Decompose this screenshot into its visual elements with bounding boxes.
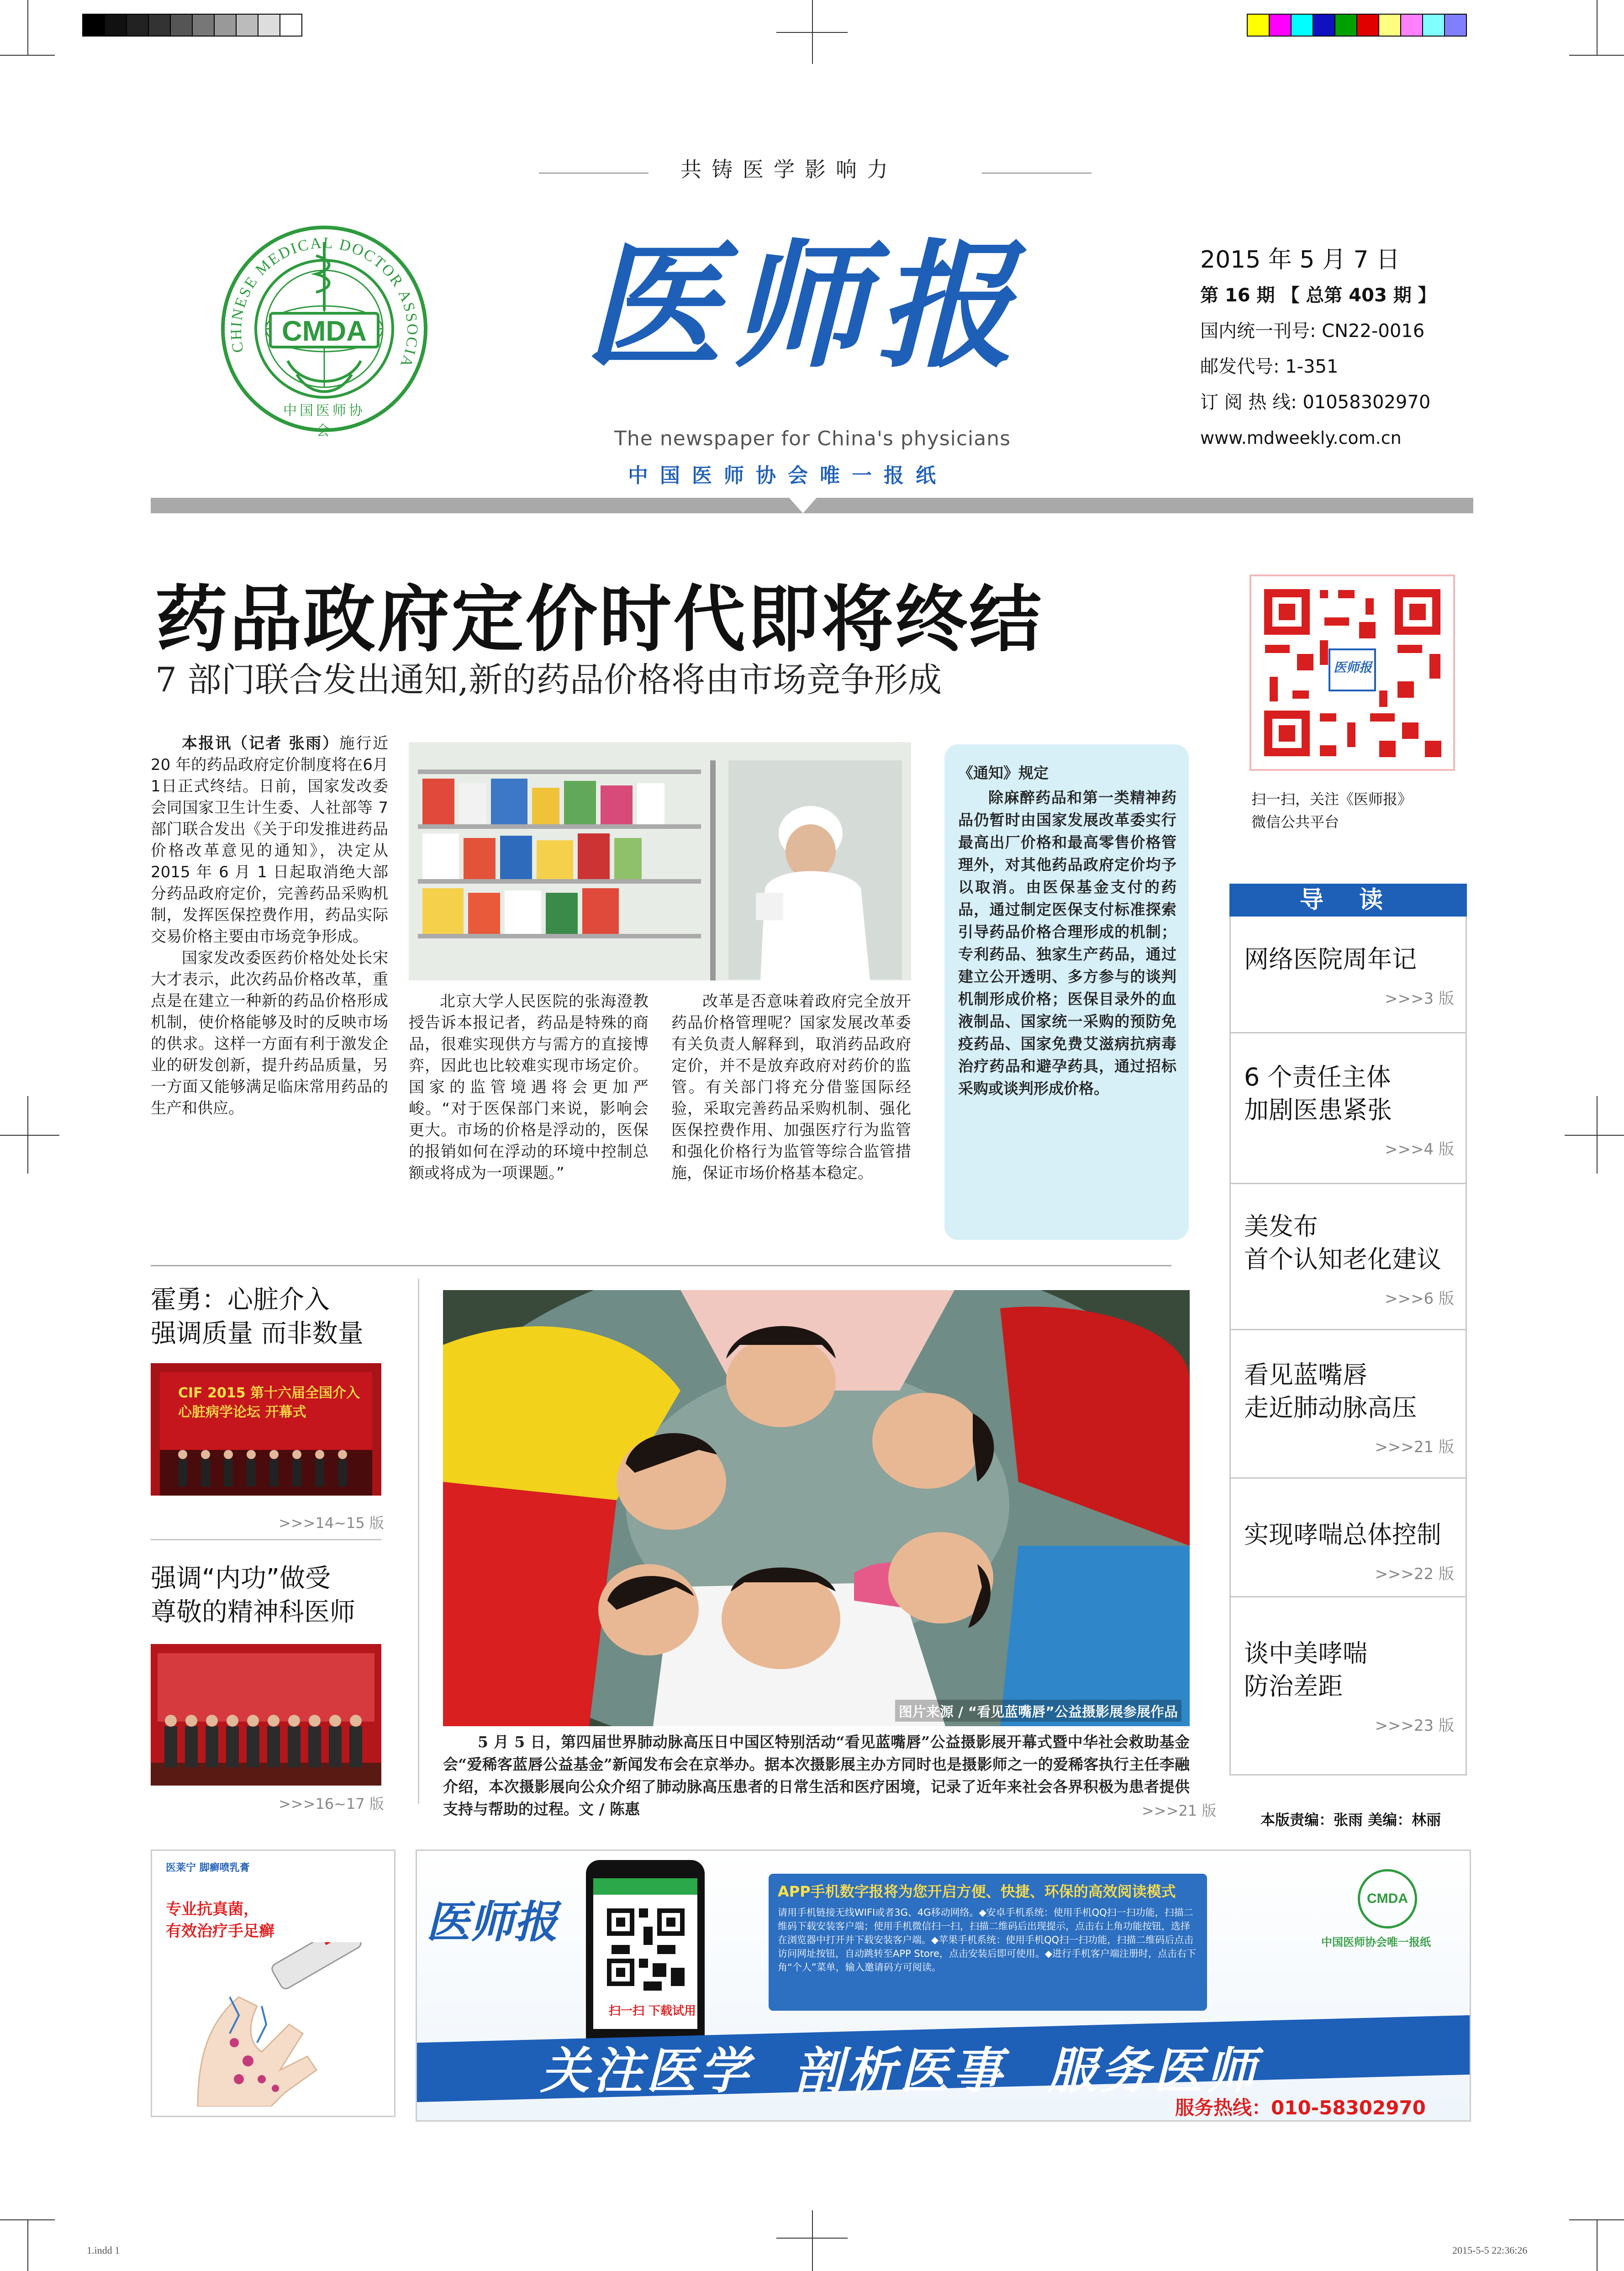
guide-item-ref: >>>3 版 <box>1385 990 1454 1008</box>
postal-code: 邮发代号: 1-351 <box>1200 356 1339 377</box>
conference-photo <box>151 1363 381 1496</box>
subscription-hotline: 订 阅 热 线: 01058302970 <box>1200 392 1431 413</box>
svg-text:CHINESE MEDICAL DOCTOR ASSOCIA: CHINESE MEDICAL DOCTOR ASSOCIA <box>227 234 421 369</box>
ad-left-slogan2: 有效治疗手足癣 <box>166 1922 274 1940</box>
brief-title[interactable]: 霍勇：心脏介入 强调质量 而非数量 <box>151 1285 364 1349</box>
group-photo <box>151 1644 381 1786</box>
guide-item-title: 实现哮喘总体控制 <box>1244 1520 1441 1549</box>
guide-item[interactable] <box>1244 1518 1454 1584</box>
guide-item-title: 网络医院周年记 <box>1244 945 1417 974</box>
guide-item-title: 看见蓝嘴唇 走近肺动脉高压 <box>1244 1360 1417 1422</box>
guide-item-title: 谈中美哮喘 防治差距 <box>1244 1639 1367 1701</box>
masthead-slogan: 共铸医学影响力 <box>680 157 898 182</box>
lead-col3-p1: 改革是否意味着政府完全放开药品价格管理呢？国家发展改革委有关负责人解释到，取消药品政府定价，并不是放弃政府对药价的监管。有关部门将充分借鉴国际经验，采取完善药品采购机制、强化医保控费作用、加强医疗行为监管和强化价格行为监管等综合监管措施，保证市场价格基本稳定。 <box>671 992 911 1182</box>
guide-sidebar <box>1229 884 1467 1795</box>
notice-body: 除麻醉药品和第一类精神药品仍暂时由国家发展改革委实行最高出厂价格和最高零售价格管理外，对其他药品政府定价均予以取消。由医保基金支付的药品，通过制定医保支付标准探索引导药品价格合理形成的机制；专利药品、独家生产药品，通过建立公开透明、多方参与的谈判机制形成价格；医保目录外的血液制品、国家统一采购的预防免疫药品、国家免费艾滋病抗病毒治疗药品和避孕药具，通过招标采购或谈判形成价格。 <box>958 789 1176 1097</box>
column-divider <box>418 1279 419 1804</box>
issue-info <box>1200 242 1436 456</box>
main-photo <box>443 1290 1190 1726</box>
lead-story-col2 <box>409 991 649 1184</box>
brief-ref: >>>16~17 版 <box>279 1795 384 1813</box>
pharmacy-photo <box>409 742 911 980</box>
main-photo-ref: >>>21 版 <box>1142 1802 1217 1819</box>
guide-header: 导 读 <box>1229 884 1467 917</box>
qr-caption <box>1251 788 1412 833</box>
qr-caption-line2: 微信公共平台 <box>1251 813 1339 831</box>
conference-banner-text: CIF 2015 第十六届全国介入心脏病学论坛 开幕式 <box>178 1385 360 1420</box>
cn-number: 国内统一刊号: CN22-0016 <box>1200 321 1425 342</box>
phone-mockup <box>586 1860 705 2052</box>
lead-col1-p2: 国家发改委医药价格处处长宋大才表示，此次药品价格改革，重点是在建立一种新的药品价格形成机制，使价格能够及时的反映市场的供求。这样一方面有利于激发企业的研发创新，提升药品质量，另一方面又能够满足临床常用药品的生产和供应。 <box>151 949 388 1117</box>
brief-ref: >>>14~15 版 <box>279 1514 384 1532</box>
lead-col1-p1: 施行近 20 年的药品政府定价制度将在6月1日正式终结。日前，国家发改委会同国家卫生计生委、人社部等 7 部门联合发出《关于印发推进药品价格改革意见的通知》，决定从 2015 年 6 月 1 日起取消绝大部分药品政府定价，完善药品采购机制，发挥医保控费作用，药品实际交易价格主要由市场竞争形成。 <box>151 734 388 946</box>
guide-item[interactable] <box>1244 943 1454 1008</box>
main-photo-caption <box>443 1731 1190 1820</box>
ad-left-slogan1: 专业抗真菌， <box>166 1900 259 1918</box>
masthead <box>0 0 1624 521</box>
guide-item-ref: >>>21 版 <box>1375 1438 1454 1456</box>
lead-story-col1 <box>151 733 388 1119</box>
lead-byline: 本报讯（记者 张雨） <box>182 734 339 753</box>
guide-item[interactable] <box>1244 1061 1454 1159</box>
guide-item-title: 美发布 首个认知老化建议 <box>1244 1212 1441 1274</box>
issue-date: 2015 年 5 月 7 日 <box>1200 246 1400 274</box>
guide-item-ref: >>>23 版 <box>1375 1717 1454 1735</box>
newspaper-title: 医师报 <box>585 225 1023 386</box>
main-photo-caption-text: 5 月 5 日，第四届世界肺动脉高压日中国区特别活动“看见蓝嘴唇”公益摄影展开幕式暨中华社会救助基金会“爱稀客蓝唇公益基金”新闻发布会在京举办。据本次摄影展主办方同时也是摄影师之一的爱稀客执行主任李融介绍，本次摄影展向公众介绍了肺动脉高压患者的日常生活和医疗困境，记录了近年来社会各界积极为患者提供支持与帮助的过程。文 / 陈惠 <box>443 1733 1190 1818</box>
guide-item[interactable] <box>1244 1359 1454 1457</box>
notice-box <box>944 744 1189 1240</box>
page-editors: 本版责编：张雨 美编：林丽 <box>1260 1811 1441 1828</box>
ad-right-app-title: APP手机数字报将为您开启方便、快捷、环保的高效阅读模式 <box>778 1883 1176 1900</box>
cmda-logo <box>219 224 429 439</box>
logo-cn-text: 中国医师协会 <box>283 403 365 439</box>
photo-credit: 图片来源 / “看见蓝嘴唇”公益摄影展参展作品 <box>895 1700 1181 1722</box>
ad-right-app-body: 请用手机链接无线WIFI或者3G、4G移动网络。◆安卓手机系统：使用手机QQ扫一扫功能，扫描二维码下载安装客户端；使用手机微信扫一扫，扫描二维码后出现提示，点击右上角功能按钮，选择在浏览器中打开并下载安装客户端。◆苹果手机系统：使用手机QQ扫一扫功能，扫描二维码后点击访问网址按钮，自动跳转至APP Store，点击安装后即可使用。◆进行手机客户端注册时，点击右下角“个人”菜单，输入邀请码方可阅读。 <box>778 1907 1197 1973</box>
guide-item[interactable] <box>1244 1637 1454 1735</box>
ad-left-brand: 医莱宁 脚癣喷乳膏 <box>166 1862 250 1874</box>
brief-title[interactable]: 强调“内功”做受 尊敬的精神科医师 <box>151 1564 355 1627</box>
ad-right-app[interactable] <box>416 1849 1471 2122</box>
lead-story-col3 <box>671 991 911 1184</box>
guide-item-title: 6 个责任主体 加剧医患紧张 <box>1244 1063 1392 1124</box>
chinese-subtitle: 中国医师协会唯一报纸 <box>628 464 948 487</box>
ad-right-slogan: 关注医学 剖析医事 服务医师 <box>540 2043 1260 2100</box>
guide-item-ref: >>>4 版 <box>1385 1140 1454 1159</box>
ad-right-logo: 医师报 <box>426 1896 558 1948</box>
ad-left-ointment[interactable] <box>151 1849 395 2117</box>
lead-col2-p1: 北京大学人民医院的张海澄教授告诉本报记者，药品是特殊的商品，很难实现供方与需方的直接博弈，因此也比较难实现市场定价。国家的监管境遇将会更加严峻。“对于医保部门来说，影响会更大。市场的价格是浮动的，医保的报销如何在浮动的环境中控制总额或将成为一项课题。” <box>409 992 649 1182</box>
section-divider <box>151 1265 1171 1266</box>
file-slug-right: 2015-5-5 22:36:26 <box>1452 2245 1528 2256</box>
file-slug-left: 1.indd 1 <box>87 2245 120 2256</box>
guide-item-ref: >>>22 版 <box>1375 1565 1454 1583</box>
qr-caption-line1: 扫一扫，关注《医师报》 <box>1251 790 1413 808</box>
ad-right-app-panel <box>769 1874 1207 2011</box>
website[interactable]: www.mdweekly.com.cn <box>1200 428 1402 448</box>
english-subtitle: The newspaper for China's physicians <box>614 427 1011 450</box>
lead-subheadline: 7 部门联合发出通知,新的药品价格将由市场竞争形成 <box>155 660 942 700</box>
issue-number: 第 16 期 【 总第 403 期 】 <box>1200 285 1436 306</box>
guide-item-ref: >>>6 版 <box>1385 1290 1454 1308</box>
lead-headline: 药品政府定价时代即将终结 <box>155 578 1043 662</box>
masthead-rule-notch <box>789 498 817 513</box>
logo-center-text: CMDA <box>282 316 367 347</box>
ad-right-hotline: 服务热线：010-58302970 <box>1175 2097 1426 2119</box>
ad-right-scan: 扫一扫 下载试用 <box>609 2004 696 2018</box>
qr-center-label: 医师报 <box>1333 660 1372 675</box>
wechat-qr-code[interactable] <box>1250 574 1455 771</box>
notice-title: 《通知》规定 <box>958 764 1049 782</box>
ad-right-cmda-logo: CMDA <box>1358 1869 1417 1929</box>
ad-right-org: 中国医师协会唯一报纸 <box>1321 1936 1431 1949</box>
guide-item[interactable] <box>1244 1210 1454 1308</box>
